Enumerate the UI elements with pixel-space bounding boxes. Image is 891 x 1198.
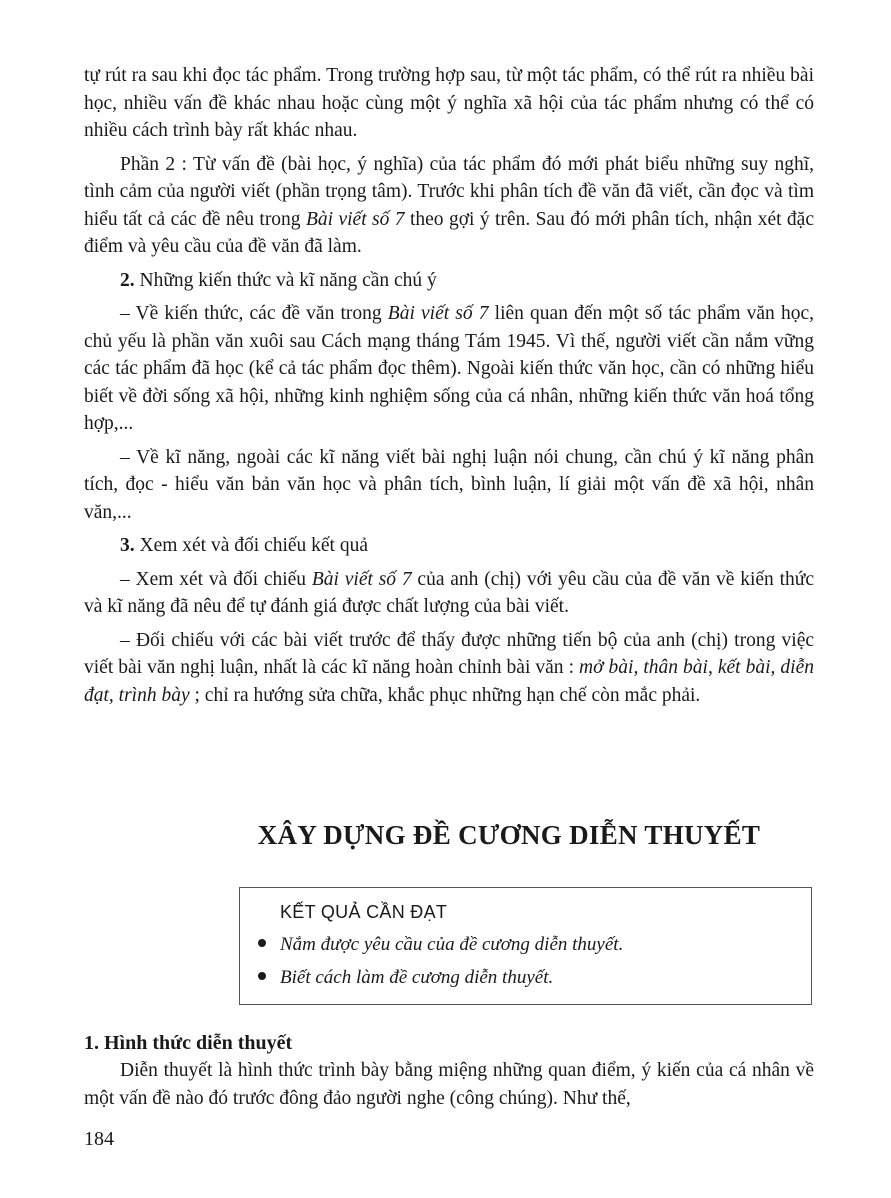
subheading-knowledge-skills: 2. Những kiến thức và kĩ năng cần chú ý	[120, 269, 437, 291]
lesson-title: XÂY DỰNG ĐỀ CƯƠNG DIỄN THUYẾT	[257, 820, 761, 850]
subheading-review-results: 3. Xem xét và đối chiếu kết quả	[120, 535, 369, 556]
goal-item: Nắm được yêu cầu của đề cương diễn thuyết.	[258, 932, 797, 958]
goals-heading: KẾT QUẢ CẦN ĐẠT	[280, 902, 448, 922]
essay-reference: Bài viết số 7	[387, 303, 489, 324]
paragraph: – Về kĩ năng, ngoài các kĩ năng viết bài nghị luận nói chung, cần chú ý kĩ năng phân tích, đọc - hiểu văn bản văn học và phân tích, bình luận, lí giải một vấn đề xã hội, nhân văn,...	[84, 446, 814, 523]
page-number: 184	[84, 1128, 114, 1150]
bullet-icon	[258, 972, 266, 980]
section-heading: 1. Hình thức diễn thuyết	[84, 1032, 293, 1054]
bullet-icon	[258, 939, 266, 947]
section-speech-form	[84, 1030, 814, 1112]
paragraph: tự rút ra sau khi đọc tác phẩm. Trong trường hợp sau, từ một tác phẩm, có thể rút ra nhiều bài học, nhiều vấn đề khác nhau hoặc cùng một ý nghĩa xã hội của tác phẩm nhưng có thể có nhiều cách trình bày rất khác nhau.	[84, 65, 814, 141]
continued-section	[84, 62, 814, 715]
paragraph: – Đối chiếu với các bài viết trước để thấy được những tiến bộ của anh (chị) trong việc viết bài văn nghị luận, nhất là các kĩ năng hoàn chỉnh bài văn : mở bài, thân bài, kết bài, diễn đạt, trình bày ; chỉ ra hướng sửa chữa, khắc phục những hạn chế còn mắc phải.	[84, 629, 814, 706]
paragraph: Diễn thuyết là hình thức trình bày bằng miệng những quan điểm, ý kiến của cá nhân về một vấn đề nào đó trước đông đảo người nghe (công chúng). Như thế,	[84, 1060, 814, 1109]
paragraph: – Về kiến thức, các đề văn trong Bài viết số 7 liên quan đến một số tác phẩm văn học, chủ yếu là phần văn xuôi sau Cách mạng tháng Tám 1945. Vì thế, người viết cần nắm vững các tác phẩm đã học (kể cả tác phẩm đọc thêm). Ngoài kiến thức văn học, cần có những hiểu biết về đời sống xã hội, những kinh nghiệm sống của cá nhân, những kiến thức văn hoá tổng hợp,...	[84, 303, 814, 434]
goal-item: Biết cách làm đề cương diễn thuyết.	[258, 965, 797, 991]
essay-reference: Bài viết số 7	[311, 568, 412, 590]
paragraph: – Xem xét và đối chiếu Bài viết số 7 của anh (chị) với yêu cầu của đề văn về kiến thức và kĩ năng đã nêu để tự đánh giá được chất lượng của bài viết.	[84, 568, 814, 617]
essay-parts: mở bài, thân bài, kết bài, diễn đạt, trình bày	[84, 657, 814, 706]
paragraph: Phần 2 : Từ vấn đề (bài học, ý nghĩa) của tác phẩm đó mới phát biểu những suy nghĩ, tình cảm của người viết (phần trọng tâm). Trước khi phân tích đề văn đã viết, cần đọc và tìm hiểu tất cả các đề nêu trong Bài viết số 7 theo gợi ý trên. Sau đó mới phân tích, nhận xét đặc điểm và yêu cầu của đề văn đã làm.	[84, 153, 814, 257]
essay-reference: Bài viết số 7	[305, 208, 405, 230]
learning-goals-box	[239, 887, 812, 1005]
